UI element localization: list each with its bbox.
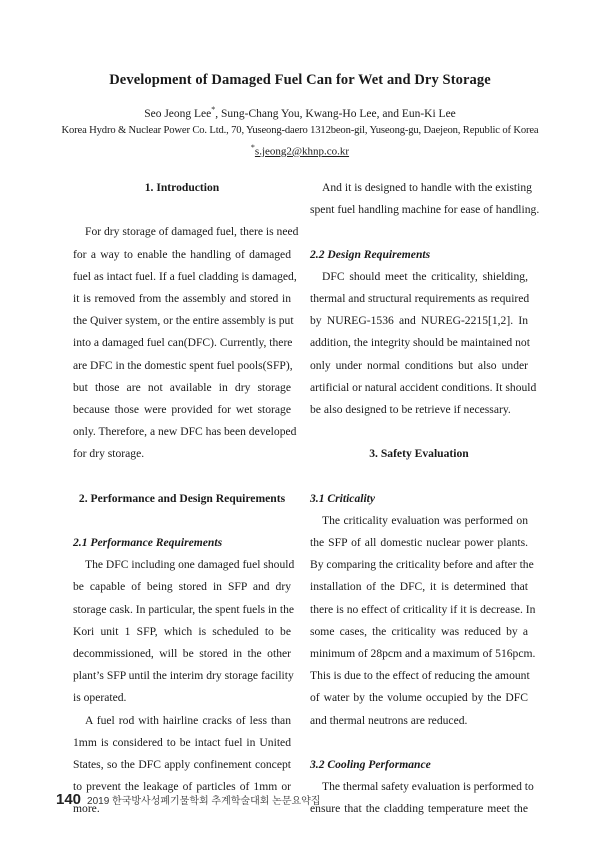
text-line: And it is designed to handle with the existing — [322, 181, 532, 194]
page-number: 140 — [56, 791, 82, 808]
subsection-heading-design-requirements: 2.2 Design Requirements — [310, 247, 431, 261]
text-line: thermal and structural requirements as required — [310, 291, 530, 305]
text-line: only. Therefore, a new DFC has been developed — [73, 425, 297, 439]
section-heading-safety-evaluation: 3. Safety Evaluation — [369, 447, 469, 461]
text-line: Kori unit 1 SFP, which is scheduled to be — [73, 624, 291, 638]
text-line: The thermal safety evaluation is performed to — [322, 780, 534, 794]
text-line: spent fuel handling machine for ease of handling. — [310, 203, 540, 217]
text-line: For dry storage of damaged fuel, there is need — [85, 225, 299, 239]
text-line: more. — [73, 802, 100, 816]
text-line: A fuel rod with hairline cracks of less than — [85, 713, 291, 727]
text-line: storage cask. In particular, the spent fuels in the — [73, 602, 295, 616]
text-line: DFC should meet the criticality, shielding, — [322, 269, 528, 283]
text-line: the SFP of all domestic nuclear power plants. — [310, 536, 528, 549]
text-line: addition, the integrity should be maintained not — [310, 336, 530, 350]
text-line: be also designed to be retrieve if necessary. — [310, 402, 511, 416]
left-column — [73, 177, 299, 820]
email-link[interactable]: s.jeong2@khnp.co.kr — [254, 145, 350, 158]
text-line: States, so the DFC apply confinement concept — [73, 757, 291, 771]
design-paragraph — [310, 266, 537, 421]
text-line: decommissioned, will be stored in the other — [73, 646, 291, 660]
subsection-heading-criticality: 3.1 Criticality — [310, 491, 376, 505]
continuation-paragraph — [310, 177, 540, 221]
right-column — [310, 177, 540, 820]
text-line: and thermal neutrons are reduced. — [310, 713, 468, 727]
proceedings-title: 2019 한국방사성폐기물학회 추계학술대회 논문요약집 — [87, 796, 321, 807]
corresponding-mark: * — [211, 105, 216, 114]
text-line: for a way to enable the handling of damaged — [73, 247, 291, 261]
text-line: 1mm is considered to be intact fuel in United — [73, 735, 291, 749]
text-line: some cases, the criticality was reduced by a — [310, 624, 528, 638]
text-line: into a damaged fuel can(DFC). Currently, there — [73, 336, 293, 350]
text-line: This is due to the effect of reducing the amount — [310, 669, 530, 683]
performance-paragraph-1 — [73, 554, 295, 709]
text-line: be capable of being stored in SFP and dry — [73, 580, 291, 594]
text-line: it is removed from the assembly and stored in — [73, 291, 291, 305]
text-line: because those were provided for wet storage — [73, 402, 291, 416]
contact-email — [0, 143, 600, 158]
subsection-heading-cooling-performance: 3.2 Cooling Performance — [310, 757, 431, 771]
text-line: the Quiver system, or the entire assembly is put — [73, 314, 294, 328]
intro-paragraph — [73, 221, 299, 465]
text-line: The criticality evaluation was performed on — [322, 513, 528, 527]
author-list — [0, 105, 600, 120]
text-line: only under normal conditions but also under — [310, 358, 528, 372]
subsection-heading-performance-requirements: 2.1 Performance Requirements — [73, 536, 223, 549]
affiliation: Korea Hydro & Nuclear Power Co. Ltd., 70, Yuseong-daero 1312beon-gil, Yuseong-gu, Daejeon, Republic of Korea — [61, 125, 539, 136]
text-line: by NUREG-1536 and NUREG-2215[1,2]. In — [310, 314, 528, 328]
text-line: The DFC including one damaged fuel should — [85, 558, 295, 572]
text-line: of water by the volume occupied by the DFC — [310, 691, 528, 705]
text-line: minimum of 28pcm and a maximum of 516pcm. — [310, 646, 536, 660]
text-line: are DFC in the domestic spent fuel pools(SFP), — [73, 358, 293, 372]
first-author: Seo Jeong Lee — [144, 107, 212, 120]
section-heading-introduction: 1. Introduction — [144, 181, 220, 194]
email-mark: * — [250, 143, 255, 152]
text-line: ensure that the cladding temperature meet the — [310, 802, 528, 816]
text-line: By comparing the criticality before and after the — [310, 558, 534, 572]
page-footer — [56, 791, 556, 808]
text-line: there is no effect of criticality if it is decrease. In — [310, 602, 536, 616]
text-line: is operated. — [73, 691, 127, 705]
text-line: artificial or natural accident conditions. It should — [310, 380, 537, 394]
text-line: plant’s SFP until the interim dry storage facility — [73, 669, 294, 683]
text-line: fuel as intact fuel. If a fuel cladding is damaged, — [73, 269, 297, 283]
text-line: to prevent the leakage of particles of 1mm or — [73, 780, 291, 794]
criticality-paragraph — [310, 510, 536, 732]
text-line: installation of the DFC, it is determined that — [310, 580, 528, 594]
section-heading-performance: 2. Performance and Design Requirements — [78, 491, 286, 505]
other-authors: , Sung-Chang You, Kwang-Ho Lee, and Eun-Ki Lee — [215, 107, 456, 120]
text-line: for dry storage. — [73, 447, 145, 461]
paper-title: Development of Damaged Fuel Can for Wet and Dry Storage — [109, 72, 491, 88]
text-line: but those are not available in dry storage — [73, 380, 291, 394]
